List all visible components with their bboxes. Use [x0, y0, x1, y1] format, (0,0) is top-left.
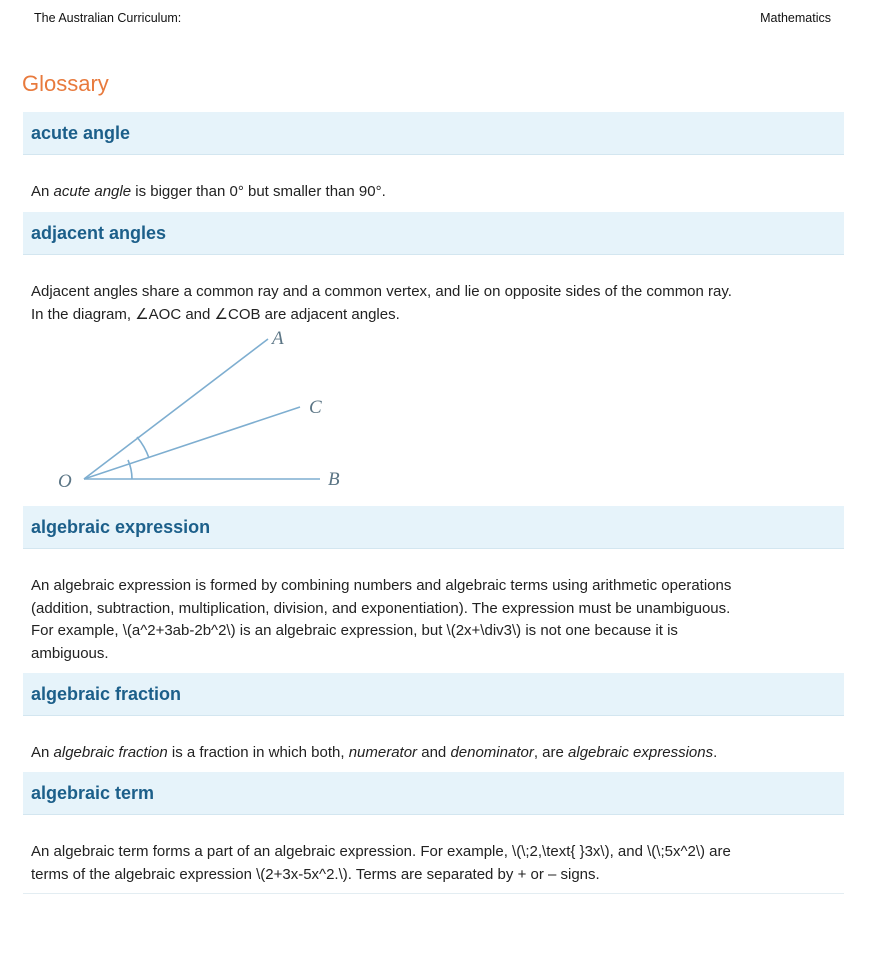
term-title: algebraic term	[31, 783, 155, 803]
term-heading-algebraic-term	[23, 772, 844, 815]
label-c: C	[309, 397, 322, 418]
section-divider	[23, 893, 844, 894]
term-heading-acute-angle	[23, 112, 844, 155]
label-b: B	[328, 469, 340, 490]
definition-algebraic-fraction: An algebraic fraction is a fraction in which both, numerator and denominator, are algebraic expressions.	[31, 744, 718, 761]
term-title: acute angle	[31, 123, 131, 143]
definition-algebraic-term: An algebraic term forms a part of an algebraic expression. For example, \(\;2,\text{ }3x\), and \(\;5x^2\) are terms of the algebraic expression \(2+3x-5x^2.\). Terms are separated by + or – signs.	[31, 843, 731, 883]
term-heading-algebraic-expression	[23, 506, 844, 549]
adjacent-angles-diagram	[0, 320, 400, 500]
page-title: Glossary	[22, 71, 109, 96]
header-subject: Mathematics	[760, 11, 831, 25]
term-title: adjacent angles	[31, 223, 167, 243]
definition-acute-angle: An acute angle is bigger than 0° but smaller than 90°.	[31, 183, 386, 200]
definition-adjacent-angles: Adjacent angles share a common ray and a common vertex, and lie on opposite sides of the common ray. In the diagram, ∠AOC and ∠COB are adjacent angles.	[31, 283, 732, 323]
arc-aoc	[137, 437, 149, 458]
term-heading-adjacent-angles	[23, 212, 844, 255]
header-curriculum-title: The Australian Curriculum:	[34, 11, 182, 25]
label-o: O	[58, 471, 72, 492]
ray-oa	[84, 339, 268, 479]
label-a: A	[272, 328, 284, 349]
term-title: algebraic expression	[31, 517, 211, 537]
definition-algebraic-expression: An algebraic expression is formed by combining numbers and algebraic terms using arithmetic operations (addition, subtraction, multiplication, division, and exponentiation). The expression must be unambiguous. For example, \(a^2+3ab-2b^2\) is an algebraic expression, but \(2x+\div3\) is not one because it is ambiguous.	[31, 577, 732, 662]
ray-oc	[84, 407, 300, 479]
term-title: algebraic fraction	[31, 684, 182, 704]
term-heading-algebraic-fraction	[23, 673, 844, 716]
